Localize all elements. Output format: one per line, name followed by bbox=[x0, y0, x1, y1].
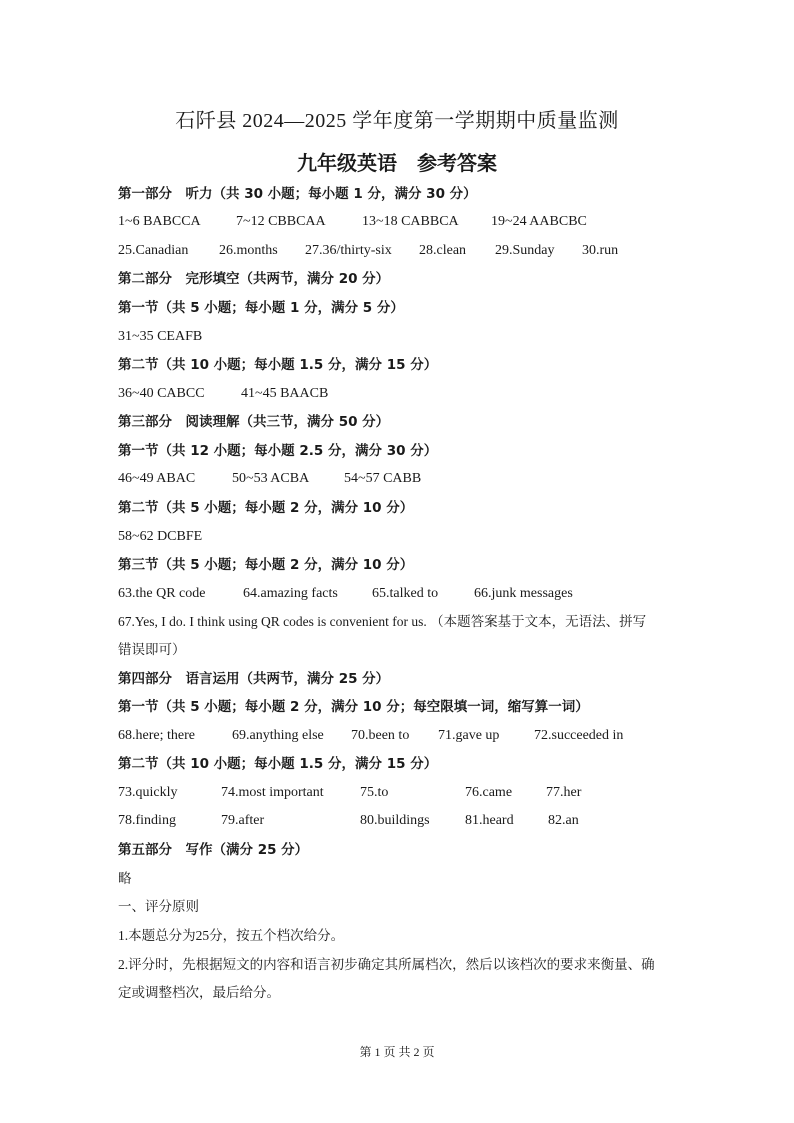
answer-item: 74.most important bbox=[221, 785, 324, 800]
answer-item: 82.an bbox=[548, 813, 579, 828]
answer-group: 1~6 BABCCA bbox=[118, 214, 201, 229]
answer-group: 54~57 CABB bbox=[344, 471, 422, 486]
answer-group: 19~24 AABCBC bbox=[491, 214, 587, 229]
scoring-rule-2: 2.评分时，先根据短文的内容和语言初步确定其所属档次，然后以该档次的要求来衡量、确 bbox=[118, 957, 655, 972]
answer-item: 70.been to bbox=[351, 728, 410, 743]
answer-item: 80.buildings bbox=[360, 813, 430, 828]
omitted-note: 略 bbox=[118, 871, 132, 886]
answer-item: 76.came bbox=[465, 785, 513, 800]
answer-item: 63.the QR code bbox=[118, 586, 206, 601]
part3-section1-heading: 第一节（共 12 小题；每小题 2.5 分，满分 30 分） bbox=[118, 443, 438, 459]
answer-item: 27.36/thirty-six bbox=[305, 243, 392, 258]
scoring-rule-2-cont: 定或调整档次，最后给分。 bbox=[118, 985, 280, 1000]
answer-group: 46~49 ABAC bbox=[118, 471, 196, 486]
answer-group: 58~62 DCBFE bbox=[118, 529, 203, 544]
page-footer: 第 1 页 共 2 页 bbox=[359, 1045, 435, 1059]
part2-section1-heading: 第一节（共 5 小题；每小题 1 分，满分 5 分） bbox=[118, 300, 404, 316]
answer-item: 64.amazing facts bbox=[243, 586, 338, 601]
answer-item: 66.junk messages bbox=[474, 586, 573, 601]
answer-group: 7~12 CBBCAA bbox=[236, 214, 326, 229]
answer-item: 73.quickly bbox=[118, 785, 178, 800]
part3-heading: 第三部分 阅读理解（共三节，满分 50 分） bbox=[118, 414, 390, 430]
part5-heading: 第五部分 写作（满分 25 分） bbox=[118, 842, 309, 858]
answer-group: 31~35 CEAFB bbox=[118, 329, 203, 344]
answer-item: 72.succeeded in bbox=[534, 728, 624, 743]
part2-section2-heading: 第二节（共 10 小题；每小题 1.5 分，满分 15 分） bbox=[118, 357, 438, 373]
answer-item: 65.talked to bbox=[372, 586, 439, 601]
answer-item: 25.Canadian bbox=[118, 243, 189, 258]
scoring-rule-1: 1.本题总分为25分，按五个档次给分。 bbox=[118, 928, 345, 943]
q67-answer-cont: 错误即可） bbox=[118, 642, 186, 657]
answer-item: 78.finding bbox=[118, 813, 176, 828]
answer-item: 75.to bbox=[360, 785, 389, 800]
answer-group: 36~40 CABCC bbox=[118, 386, 205, 401]
answer-item: 69.anything else bbox=[232, 728, 324, 743]
part2-heading: 第二部分 完形填空（共两节，满分 20 分） bbox=[118, 271, 390, 287]
part3-section2-heading: 第二节（共 5 小题；每小题 2 分，满分 10 分） bbox=[118, 500, 414, 516]
answer-group: 50~53 ACBA bbox=[232, 471, 310, 486]
answer-item: 77.her bbox=[546, 785, 582, 800]
part3-section3-heading: 第三节（共 5 小题；每小题 2 分，满分 10 分） bbox=[118, 557, 414, 573]
answer-item: 81.heard bbox=[465, 813, 514, 828]
answer-item: 29.Sunday bbox=[495, 243, 555, 258]
answer-group: 13~18 CABBCA bbox=[362, 214, 459, 229]
answer-item: 71.gave up bbox=[438, 728, 500, 743]
part4-section1-heading: 第一节（共 5 小题；每小题 2 分，满分 10 分；每空限填一词，缩写算一词） bbox=[118, 699, 589, 715]
part4-heading: 第四部分 语言运用（共两节，满分 25 分） bbox=[118, 671, 390, 687]
q67-answer: 67.Yes, I do. I think using QR codes is convenient for us. （本题答案基于文本，无语法、拼写 bbox=[118, 614, 647, 629]
answer-item: 68.here; there bbox=[118, 728, 195, 743]
answer-item: 79.after bbox=[221, 813, 265, 828]
answer-item: 28.clean bbox=[419, 243, 467, 258]
part1-heading: 第一部分 听力（共 30 小题；每小题 1 分，满分 30 分） bbox=[118, 186, 477, 202]
document-title: 石阡县 2024—2025 学年度第一学期期中质量监测 bbox=[175, 110, 619, 132]
document-subtitle: 九年级英语 参考答案 bbox=[297, 151, 497, 175]
answer-group: 41~45 BAACB bbox=[241, 386, 329, 401]
part4-section2-heading: 第二节（共 10 小题；每小题 1.5 分，满分 15 分） bbox=[118, 756, 438, 772]
answer-item: 26.months bbox=[219, 243, 278, 258]
answer-item: 30.run bbox=[582, 243, 619, 258]
principle-heading: 一、评分原则 bbox=[118, 899, 199, 914]
